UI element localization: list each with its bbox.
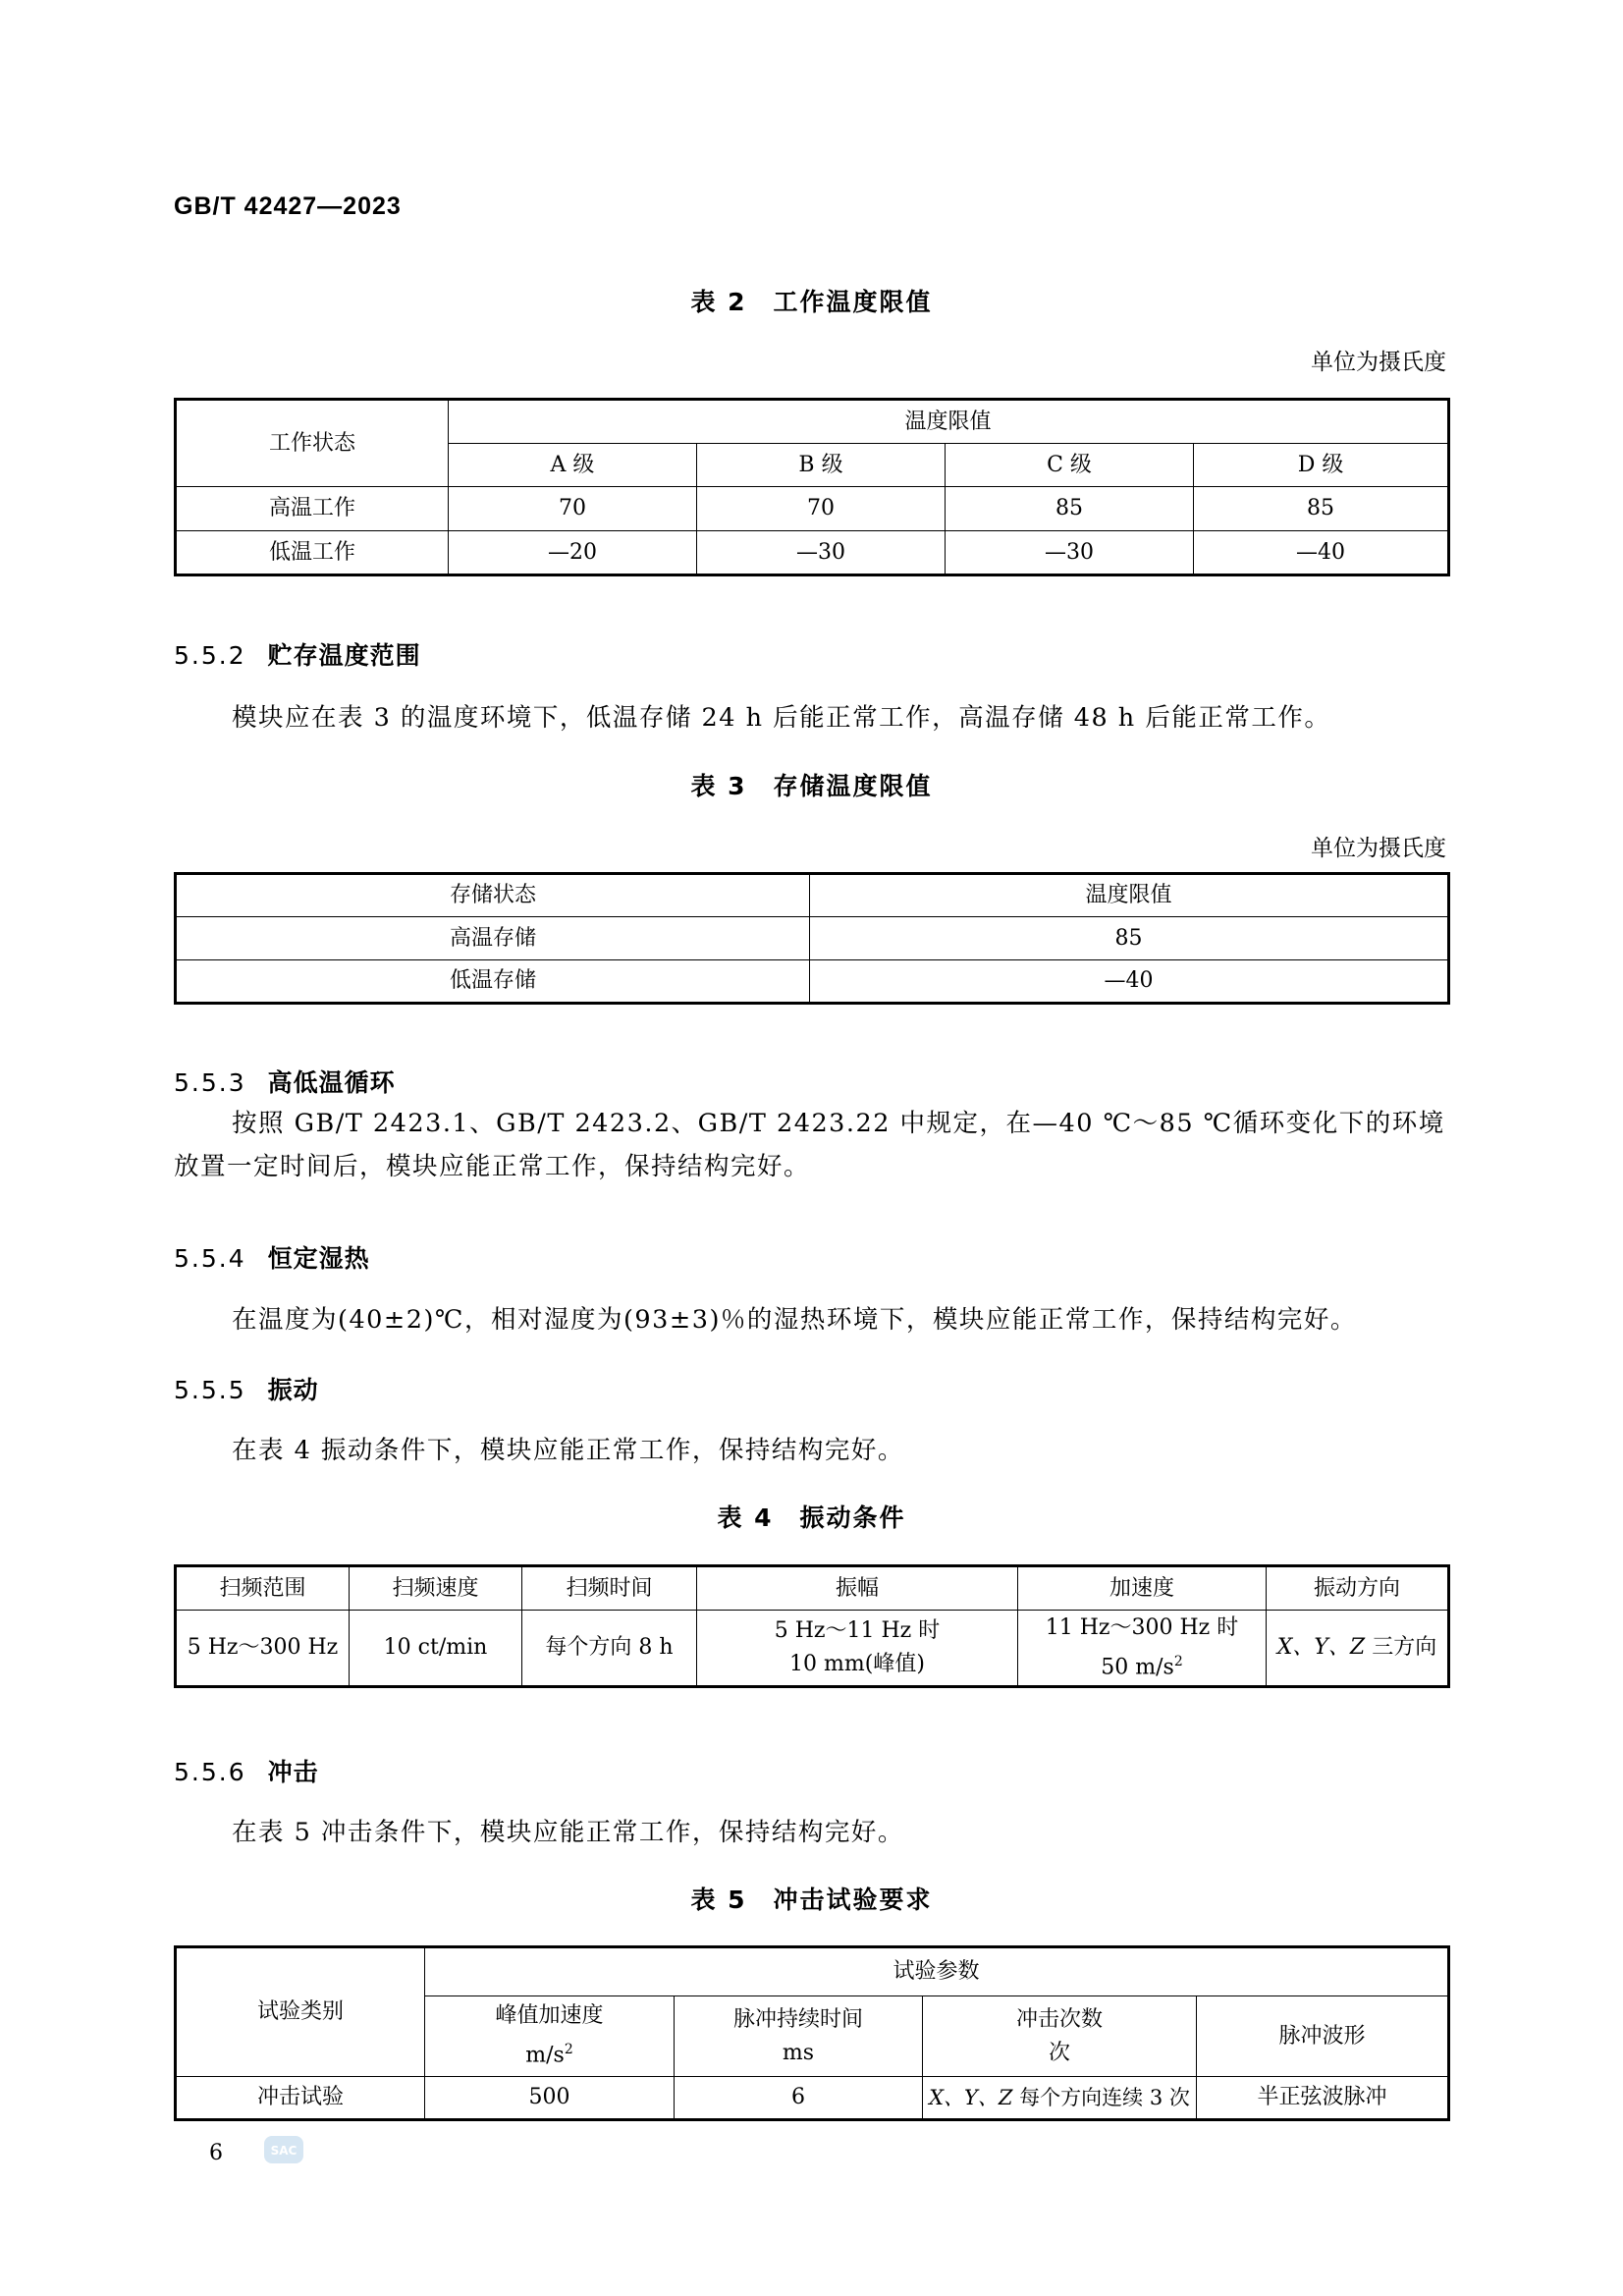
table-4-amplitude-cell xyxy=(697,1611,1018,1687)
axes: X、Y、Z xyxy=(929,2086,1013,2109)
table-3-storage-temperature xyxy=(174,872,1450,1005)
table-4-acceleration-cell xyxy=(1018,1611,1267,1687)
section-5-5-4-heading xyxy=(174,1239,370,1275)
table-2-cell: —20 xyxy=(449,531,697,575)
table-5-row-label: 冲击试验 xyxy=(176,2077,425,2120)
sac-logo-icon xyxy=(263,2133,304,2166)
table-5-cell: 500 xyxy=(425,2077,675,2120)
table-row xyxy=(176,487,1449,531)
table-4-header: 扫频速度 xyxy=(350,1566,522,1611)
page-number: 6 xyxy=(209,2141,223,2165)
direction-text: 三方向 xyxy=(1365,1635,1437,1660)
section-5-5-6-heading xyxy=(174,1753,319,1788)
table-2-cell: 70 xyxy=(449,487,697,531)
table-3-cell: —40 xyxy=(810,960,1449,1004)
section-number: 5.5.3 xyxy=(174,1068,246,1097)
paragraph-text: 按照 GB/T 2423.1、GB/T 2423.2、GB/T 2423.22 中规定，在—40 ℃～85 ℃循环变化下的环境放置一定时间后，模块应能正常工作，保持结构完好。 xyxy=(174,1109,1445,1181)
table-4-caption: 表 4 振动条件 xyxy=(717,1503,906,1532)
table-4-header: 振动方向 xyxy=(1267,1566,1449,1611)
table-4-vibration-conditions xyxy=(174,1564,1450,1688)
table-4-header: 加速度 xyxy=(1018,1566,1267,1611)
exponent: 2 xyxy=(564,2042,573,2058)
table-4-cell: 10 ct/min xyxy=(350,1611,522,1687)
table-3-row-label: 低温存储 xyxy=(176,960,810,1004)
table-2-caption: 表 2 工作温度限值 xyxy=(690,288,933,316)
section-number: 5.5.2 xyxy=(174,641,246,670)
table-5-shock-test-requirements xyxy=(174,1945,1450,2121)
table-row xyxy=(176,917,1449,960)
table-2-operating-temperature xyxy=(174,398,1450,576)
section-number: 5.5.4 xyxy=(174,1244,246,1273)
table-row xyxy=(176,2077,1449,2120)
cell-line xyxy=(429,2033,670,2072)
section-5-5-6-text: 在表 5 冲击条件下，模块应能正常工作，保持结构完好。 xyxy=(232,1818,904,1847)
table-2-grade: C 级 xyxy=(946,444,1194,487)
section-title: 恒定湿热 xyxy=(267,1244,370,1273)
table-4-cell: 5 Hz～300 Hz xyxy=(176,1611,350,1687)
unit: m/s xyxy=(525,2043,565,2068)
table-2-cell: 70 xyxy=(697,487,946,531)
cell-line: 5 Hz～11 Hz 时 xyxy=(774,1618,941,1643)
table-4-header: 扫频时间 xyxy=(522,1566,697,1611)
section-title: 高低温循环 xyxy=(267,1068,396,1097)
table-2-header-group: 温度限值 xyxy=(449,400,1449,444)
cell-line: ms xyxy=(782,2040,815,2065)
exponent: 2 xyxy=(1173,1653,1183,1669)
axes: X、Y、Z xyxy=(1276,1635,1366,1660)
table-5-cell: 半正弦波脉冲 xyxy=(1197,2077,1449,2120)
section-5-5-3-text xyxy=(174,1082,1448,1188)
table-2-grade: D 级 xyxy=(1194,444,1449,487)
table-5-count-cell xyxy=(923,2077,1197,2120)
table-3-row-label: 高温存储 xyxy=(176,917,810,960)
table-3-unit: 单位为摄氏度 xyxy=(1311,836,1446,861)
table-2-cell: —30 xyxy=(946,531,1194,575)
cell-line: 冲击次数 xyxy=(1015,2006,1103,2032)
cell-line: 11 Hz～300 Hz 时 xyxy=(1045,1614,1239,1640)
table-2-row-label: 低温工作 xyxy=(176,531,449,575)
table-5-subheader-wave: 脉冲波形 xyxy=(1197,1996,1449,2077)
section-title: 振动 xyxy=(267,1376,319,1404)
acceleration-value: 50 m/s xyxy=(1101,1655,1174,1680)
cell-line: 峰值加速度 xyxy=(495,2003,604,2029)
sac-logo-text: SAC xyxy=(270,2144,298,2158)
table-5-caption: 表 5 冲击试验要求 xyxy=(690,1886,933,1914)
table-2-header-state: 工作状态 xyxy=(176,400,449,487)
table-2-cell: —40 xyxy=(1194,531,1449,575)
table-5-header-group: 试验参数 xyxy=(425,1947,1449,1996)
section-title: 贮存温度范围 xyxy=(267,641,421,670)
section-5-5-4-text: 在温度为(40±2)℃，相对湿度为(93±3)％的湿热环境下，模块应能正常工作，保持结构完好。 xyxy=(232,1305,1357,1335)
table-5-subheader-count xyxy=(923,1996,1197,2077)
count-text: 每个方向连续 3 次 xyxy=(1012,2086,1190,2109)
table-2-unit: 单位为摄氏度 xyxy=(1311,350,1446,375)
table-row xyxy=(176,960,1449,1004)
table-3-caption: 表 3 存储温度限值 xyxy=(690,772,933,800)
table-3-header: 温度限值 xyxy=(810,874,1449,917)
table-2-cell: 85 xyxy=(1194,487,1449,531)
section-5-5-5-heading xyxy=(174,1371,319,1406)
table-2-grade: A 级 xyxy=(449,444,697,487)
table-5-subheader-pulse xyxy=(675,1996,923,2077)
cell-line: 次 xyxy=(1048,2040,1070,2065)
table-row xyxy=(176,531,1449,575)
table-2-grade: B 级 xyxy=(697,444,946,487)
table-4-direction-cell xyxy=(1267,1611,1449,1687)
table-3-header: 存储状态 xyxy=(176,874,810,917)
section-5-5-2-heading xyxy=(174,636,421,672)
section-number: 5.5.6 xyxy=(174,1758,246,1786)
table-4-cell: 每个方向 8 h xyxy=(522,1611,697,1687)
section-5-5-5-text: 在表 4 振动条件下，模块应能正常工作，保持结构完好。 xyxy=(232,1436,904,1465)
document-code: GB/T 42427—2023 xyxy=(174,192,402,220)
section-5-5-2-text: 模块应在表 3 的温度环境下，低温存储 24 h 后能正常工作，高温存储 48 h 后能正常工作。 xyxy=(232,703,1331,733)
table-4-header: 振幅 xyxy=(697,1566,1018,1611)
table-4-header: 扫频范围 xyxy=(176,1566,350,1611)
table-row xyxy=(176,1611,1449,1687)
table-2-cell: 85 xyxy=(946,487,1194,531)
cell-line: 脉冲持续时间 xyxy=(732,2006,863,2032)
table-3-cell: 85 xyxy=(810,917,1449,960)
section-title: 冲击 xyxy=(267,1758,319,1786)
cell-line xyxy=(1022,1645,1262,1684)
table-5-cell: 6 xyxy=(675,2077,923,2120)
table-2-cell: —30 xyxy=(697,531,946,575)
table-2-row-label: 高温工作 xyxy=(176,487,449,531)
table-5-header-category: 试验类别 xyxy=(176,1947,425,2077)
cell-line: 10 mm(峰值) xyxy=(789,1652,925,1676)
table-5-subheader-peak xyxy=(425,1996,675,2077)
section-number: 5.5.5 xyxy=(174,1376,246,1404)
